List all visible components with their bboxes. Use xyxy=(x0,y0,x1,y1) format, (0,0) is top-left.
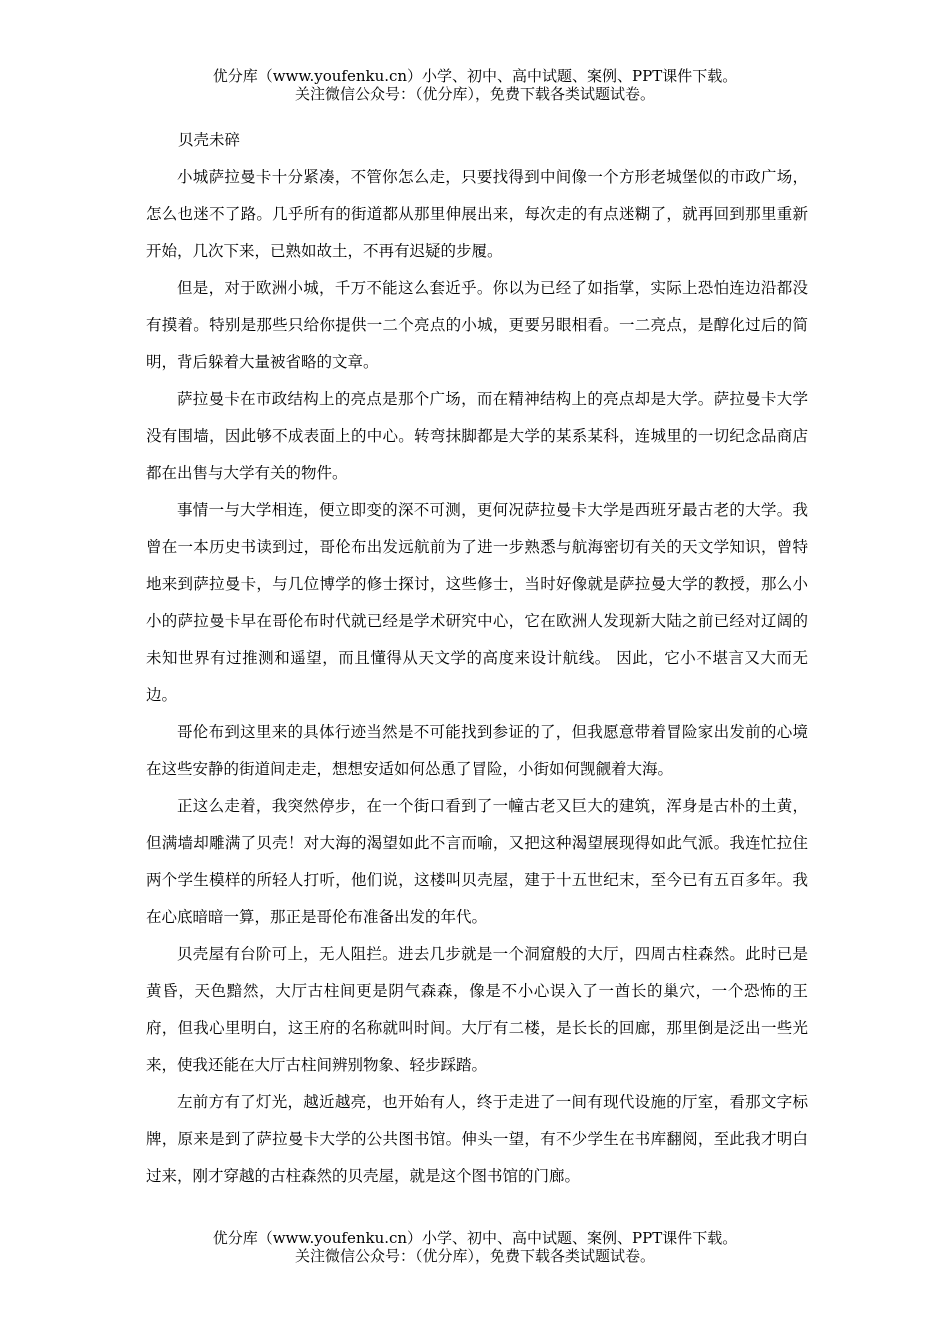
header-line-1: 优分库（www.youfenku.cn）小学、初中、高中试题、案例、PPT课件下载。 xyxy=(212,67,738,85)
article-paragraph-2: 但是，对于欧洲小城，千万不能这么套近乎。你以为已经了如指掌，实际上恐怕连边沿都没有摸着。特别是那些只给你提供一二个亮点的小城，更要另眼相看。一二亮点，是醇化过后的简明，背后躲着大量被省略的文章。 xyxy=(146,279,808,371)
article-paragraph-7: 贝壳屋有台阶可上，无人阻拦。进去几步就是一个洞窟般的大厅，四周古柱森然。此时已是黄昏，天色黯然，大厅古柱间更是阴气森森，像是不小心误入了一酋长的巢穴，一个恐怖的王府，但我心里明白，这王府的名称就叫时间。大厅有二楼，是长长的回廊，那里倒是泛出一些光来，使我还能在大厅古柱间辨别物象、轻步踩踏。 xyxy=(146,945,808,1074)
article-title: 贝壳未碎 xyxy=(178,131,241,149)
article-paragraph-1: 小城萨拉曼卡十分紧凑，不管你怎么走，只要找得到中间像一个方形老城堡似的市政广场，怎么也迷不了路。几乎所有的街道都从那里伸展出来，每次走的有点迷糊了，就再回到那里重新开始，几次下来，已熟如故土，不再有迟疑的步履。 xyxy=(146,168,808,260)
article-body xyxy=(146,122,808,1195)
article-paragraph-6: 正这么走着，我突然停步，在一个街口看到了一幢古老又巨大的建筑，浑身是古朴的土黄，但满墙却雕满了贝壳！对大海的渴望如此不言而喻，又把这种渴望展现得如此气派。我连忙拉住两个学生模样的所轻人打听，他们说，这楼叫贝壳屋，建于十五世纪末，至今已有五百多年。我在心底暗暗一算，那正是哥伦布准备出发的年代。 xyxy=(146,797,808,926)
page-header xyxy=(0,67,950,103)
footer-line-2: 关注微信公众号：（优分库），免费下载各类试题试卷。 xyxy=(294,1247,655,1265)
article-paragraph-8: 左前方有了灯光，越近越亮，也开始有人，终于走进了一间有现代设施的厅室，看那文字标牌，原来是到了萨拉曼卡大学的公共图书馆。伸头一望，有不少学生在书库翻阅，至此我才明白过来，刚才穿越的古柱森然的贝壳屋，就是这个图书馆的门廊。 xyxy=(146,1093,808,1185)
page-footer xyxy=(0,1229,950,1265)
footer-line-1: 优分库（www.youfenku.cn）小学、初中、高中试题、案例、PPT课件下载。 xyxy=(212,1229,738,1247)
article-paragraph-3: 萨拉曼卡在市政结构上的亮点是那个广场，而在精神结构上的亮点却是大学。萨拉曼卡大学没有围墙，因此够不成表面上的中心。转弯抹脚都是大学的某系某科，连城里的一切纪念品商店都在出售与大学有关的物件。 xyxy=(146,390,808,482)
article-paragraph-4: 事情一与大学相连，便立即变的深不可测，更何况萨拉曼卡大学是西班牙最古老的大学。我曾在一本历史书读到过，哥伦布出发远航前为了进一步熟悉与航海密切有关的天文学知识，曾特地来到萨拉曼卡，与几位博学的修士探讨，这些修士，当时好像就是萨拉曼大学的教授，那么小小的萨拉曼卡早在哥伦布时代就已经是学术研究中心，它在欧洲人发现新大陆之前已经对辽阔的未知世界有过推测和遥望，而且懂得从天文学的高度来设计航线。 因此，它小不堪言又大而无边。 xyxy=(146,501,808,704)
article-paragraph-5: 哥伦布到这里来的具体行迹当然是不可能找到参证的了，但我愿意带着冒险家出发前的心境在这些安静的街道间走走，想想安适如何怂恿了冒险，小街如何觊觎着大海。 xyxy=(146,723,808,778)
header-line-2: 关注微信公众号：（优分库），免费下载各类试题试卷。 xyxy=(294,85,655,103)
